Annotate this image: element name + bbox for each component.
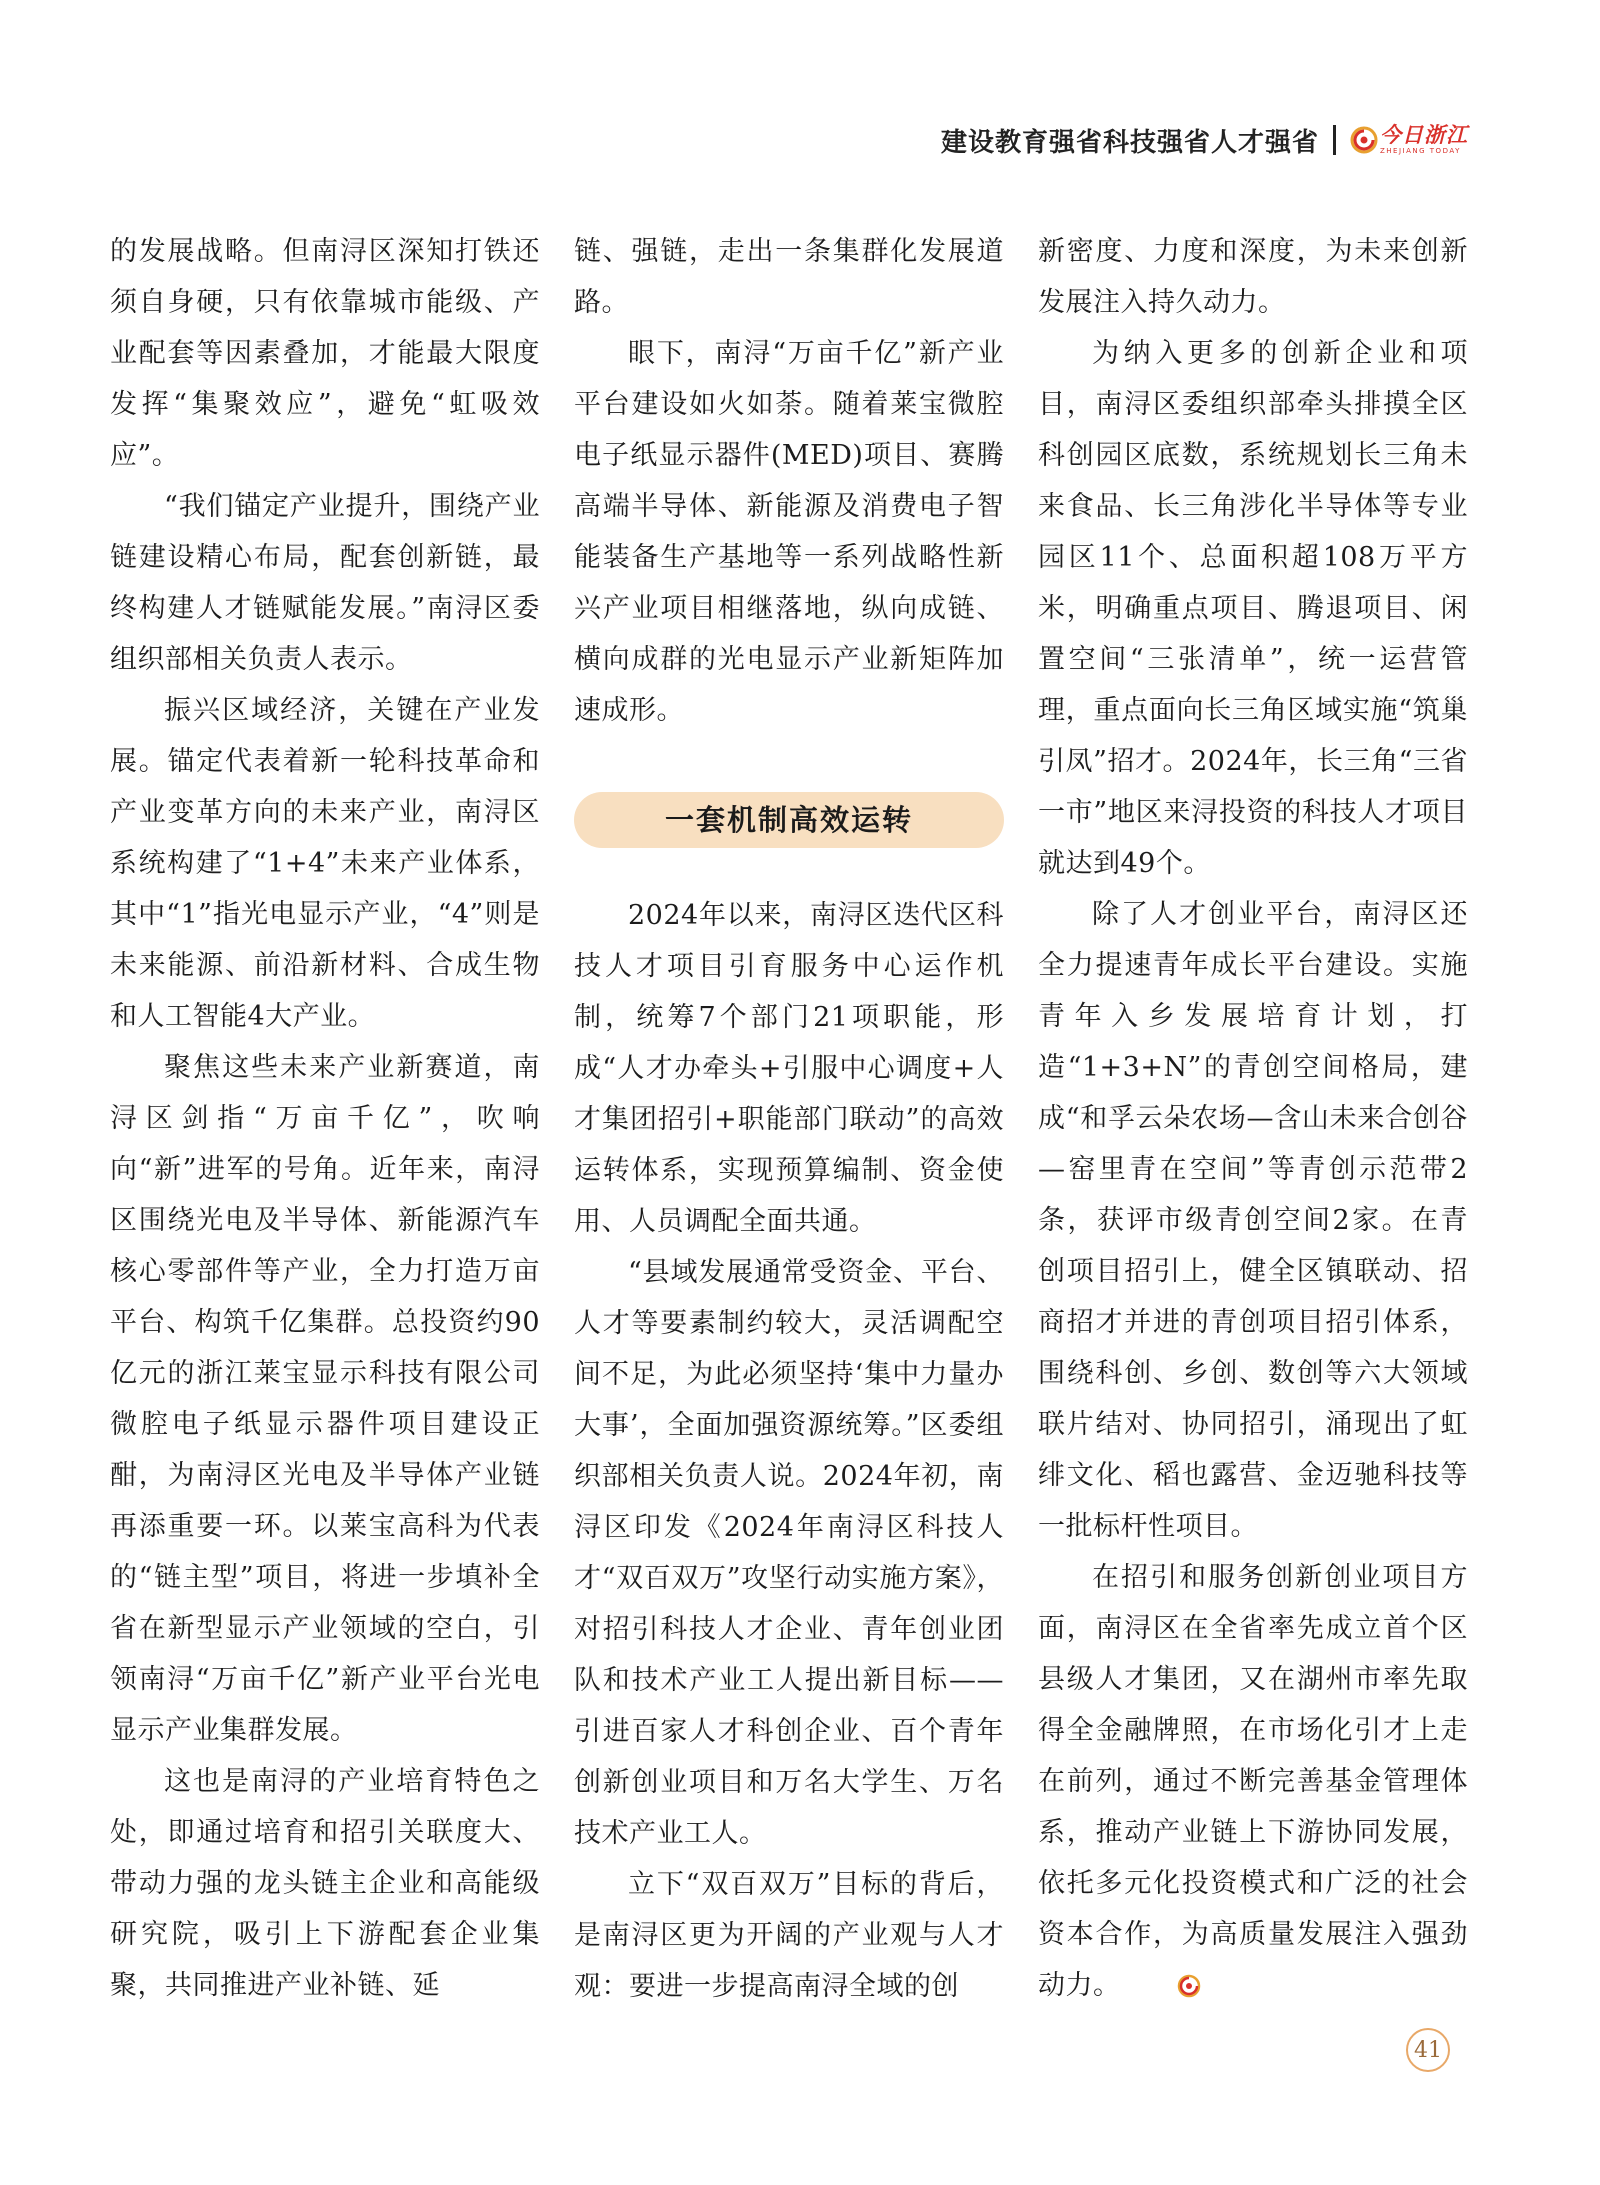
page-header [941,118,1468,162]
section-title: 一套机制高效运转 [664,802,913,837]
logo-cn-text: 今日浙江 [1380,123,1468,147]
article-paragraph: 2024年以来，南浔区迭代区科技人才项目引育服务中心运作机制，统筹7个部门21项职能，形成“人才办牵头+引服中心调度+人才集团招引+职能部门联动”的高效运转体系，实现预算编制、资金使用、人员调配全面共通。 [574,900,1004,1237]
article-paragraph: 在招引和服务创新创业项目方面，南浔区在全省率先成立首个区县级人才集团，又在湖州市率先取得全金融牌照，在市场化引才上走在前列，通过不断完善基金管理体系，推动产业链上下游协同发展，依托多元化投资模式和广泛的社会资本合作，为高质量发展注入强劲动力。 [1038,1552,1468,2015]
article-column-1 [110,226,540,2011]
article-paragraph: 这也是南浔的产业培育特色之处，即通过培育和招引关联度大、带动力强的龙头链主企业和高能级研究院，吸引上下游配套企业集聚，共同推进产业补链、延 [110,1766,540,2001]
article-paragraph: 立下“双百双万”目标的背后，是南浔区更为开阔的产业观与人才观：要进一步提高南浔全域的创 [574,1869,1004,2002]
header-divider [1333,125,1336,155]
article-column-3 [1038,226,1468,2015]
article-column-2 [574,226,1004,2012]
page-number-text: 41 [1414,2037,1442,2063]
article-paragraph: 新密度、力度和深度，为未来创新发展注入持久动力。 [1038,236,1468,318]
column-2-body [574,890,1004,2012]
article-paragraph: 振兴区域经济，关键在产业发展。锚定代表着新一轮科技革命和产业变革方向的未来产业，南浔区系统构建了“1+4”未来产业体系，其中“1”指光电显示产业，“4”则是未来能源、前沿新材料、合成生物和人工智能4大产业。 [110,695,540,1032]
header-title: 建设教育强省科技强省人才强省 [940,127,1319,158]
article-paragraph: 为纳入更多的创新企业和项目，南浔区委组织部牵头排摸全区科创园区底数，系统规划长三角未来食品、长三角涉化半导体等专业园区11个、总面积超108万平方米，明确重点项目、腾退项目、闲置空间“三张清单”，统一运营管理，重点面向长三角区域实施“筑巢引凤”招才。2024年，长三角“三省一市”地区来浔投资的科技人才项目就达到49个。 [1038,338,1468,879]
logo-swirl-icon [1350,126,1378,154]
article-paragraph: “县域发展通常受资金、平台、人才等要素制约较大，灵活调配空间不足，为此必须坚持‘集中力量办大事’，全面加强资源统筹。”区委组织部相关负责人说。2024年初，南浔区印发《2024年南浔区科技人才“双百双万”攻坚行动实施方案》，对招引科技人才企业、青年创业团队和技术产业工人提出新目标——引进百家人才科创企业、百个青年创新创业项目和万名大学生、万名技术产业工人。 [574,1257,1004,1849]
section-heading-bar [574,792,1004,848]
logo-en-text: ZHEJIANG TODAY [1380,147,1461,155]
article-paragraph: 链、强链，走出一条集群化发展道路。 [574,236,1004,318]
end-mark-icon [1123,1964,1201,2015]
article-paragraph: 聚焦这些未来产业新赛道，南浔区剑指“万亩千亿”，吹响向“新”进军的号角。近年来，南浔区围绕光电及半导体、新能源汽车核心零部件等产业，全力打造万亩平台、构筑千亿集群。总投资约90亿元的浙江莱宝显示科技有限公司微腔电子纸显示器件项目建设正酣，为南浔区光电及半导体产业链再添重要一环。以莱宝高科为代表的“链主型”项目，将进一步填补全省在新型显示产业领域的空白，引领南浔“万亩千亿”新产业平台光电显示产业集群发展。 [110,1052,540,1746]
article-paragraph: 眼下，南浔“万亩千亿”新产业平台建设如火如荼。随着莱宝微腔电子纸显示器件(MED)项目、赛腾高端半导体、新能源及消费电子智能装备生产基地等一系列战略性新兴产业项目相继落地，纵向成链、横向成群的光电显示产业新矩阵加速成形。 [574,338,1004,726]
page-number [1406,2028,1450,2072]
magazine-logo [1350,125,1468,155]
article-paragraph: 的发展战略。但南浔区深知打铁还须自身硬，只有依靠城市能级、产业配套等因素叠加，才能最大限度发挥“集聚效应”，避免“虹吸效应”。 [110,236,540,471]
article-paragraph: 除了人才创业平台，南浔区还全力提速青年成长平台建设。实施青年入乡发展培育计划，打造“1+3+N”的青创空间格局，建成“和孚云朵农场—含山未来合创谷—窑里青在空间”等青创示范带2条，获评市级青创空间2家。在青创项目招引上，健全区镇联动、招商招才并进的青创项目招引体系，围绕科创、乡创、数创等六大领域联片结对、协同招引，涌现出了虹绯文化、稻也露营、金迈驰科技等一批标杆性项目。 [1038,899,1468,1542]
article-paragraph: “我们锚定产业提升，围绕产业链建设精心布局，配套创新链，最终构建人才链赋能发展。”南浔区委组织部相关负责人表示。 [110,491,540,675]
column-2-intro [574,226,1004,736]
